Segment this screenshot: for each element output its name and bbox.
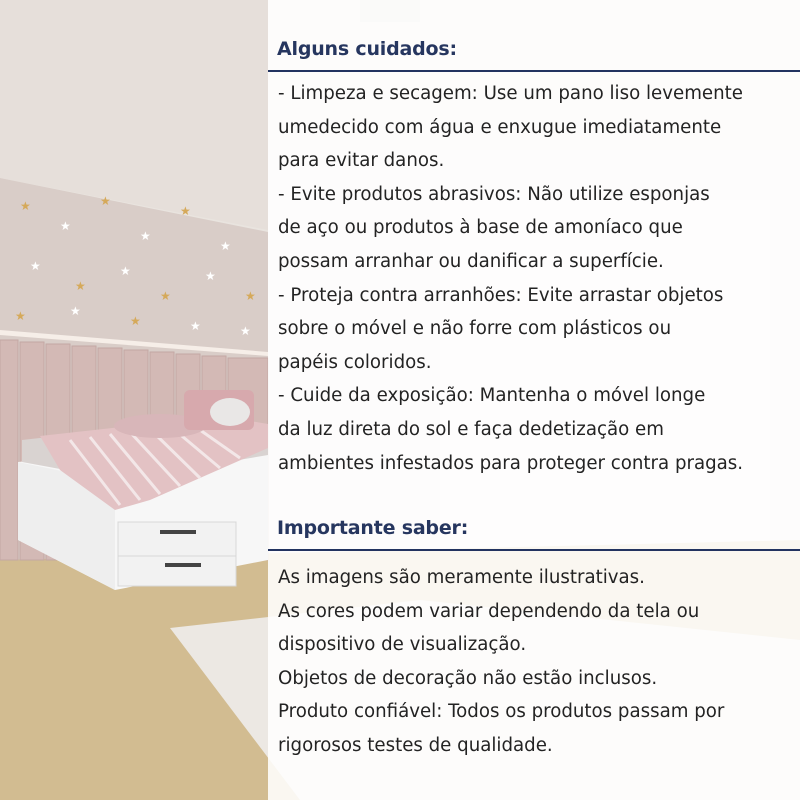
care-line: - Proteja contra arranhões: Evite arrastar objetos — [278, 284, 724, 306]
important-section-divider — [268, 549, 800, 551]
svg-text:★: ★ — [205, 269, 216, 283]
svg-text:★: ★ — [120, 264, 131, 278]
care-line: - Cuide da exposição: Mantenha o móvel longe — [278, 385, 706, 407]
care-line: umedecido com água e enxugue imediatamente — [278, 116, 722, 138]
svg-text:★: ★ — [70, 304, 81, 318]
care-section-body — [278, 77, 793, 480]
important-section-title: Importante saber: — [277, 517, 469, 539]
important-line: Produto confiável: Todos os produtos passam por — [278, 701, 725, 723]
svg-text:★: ★ — [140, 229, 151, 243]
svg-text:★: ★ — [30, 259, 41, 273]
care-line: da luz direta do sol e faça dedetização em — [278, 418, 664, 440]
svg-text:★: ★ — [15, 309, 26, 323]
svg-text:★: ★ — [60, 219, 71, 233]
care-line: ambientes infestados para proteger contra pragas. — [278, 452, 744, 474]
svg-text:★: ★ — [100, 194, 111, 208]
svg-text:★: ★ — [240, 324, 251, 338]
svg-text:★: ★ — [180, 204, 191, 218]
important-line: As cores podem variar dependendo da tela ou — [278, 600, 700, 622]
care-line: - Evite produtos abrasivos: Não utilize esponjas — [278, 183, 710, 205]
svg-text:★: ★ — [75, 279, 86, 293]
important-line: rigorosos testes de qualidade. — [278, 734, 553, 756]
svg-text:★: ★ — [20, 199, 31, 213]
care-line: de aço ou produtos à base de amoníaco que — [278, 217, 683, 239]
care-line: - Limpeza e secagem: Use um pano liso levemente — [278, 83, 743, 104]
svg-text:★: ★ — [245, 289, 256, 303]
important-line: dispositivo de visualização. — [278, 634, 527, 656]
care-section-title: Alguns cuidados: — [277, 38, 457, 60]
svg-text:★: ★ — [130, 314, 141, 328]
svg-text:★: ★ — [160, 289, 171, 303]
svg-text:★: ★ — [190, 319, 201, 333]
care-line: papéis coloridos. — [278, 351, 432, 373]
care-line: para evitar danos. — [278, 150, 445, 172]
important-section-body — [278, 561, 793, 763]
care-line: sobre o móvel e não forre com plásticos ou — [278, 318, 672, 340]
important-line: As imagens são meramente ilustrativas. — [278, 567, 645, 588]
care-line: possam arranhar ou danificar a superfície. — [278, 250, 664, 272]
care-section-divider — [268, 70, 800, 72]
important-line: Objetos de decoração não estão inclusos. — [278, 667, 658, 689]
svg-text:★: ★ — [220, 239, 231, 253]
